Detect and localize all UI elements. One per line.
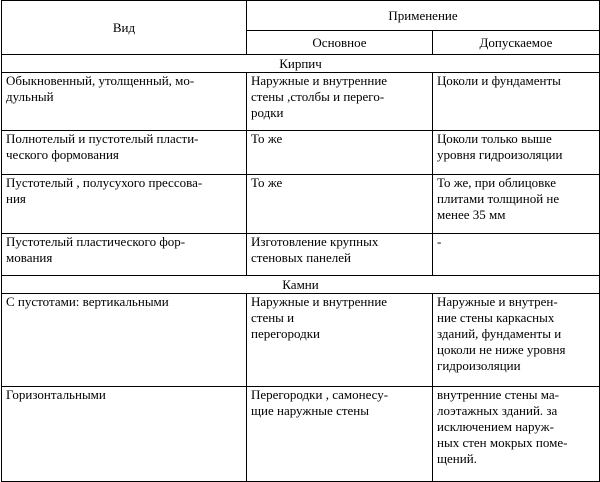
cell-allowed: Цоколи только выше уровня гидроизоляции xyxy=(433,131,600,175)
cell-type: Горизонтальными xyxy=(2,387,247,482)
cell-type: Полнотелый и пустотелый пласти- ческого формования xyxy=(2,131,247,175)
cell-type: Пустотелый пластического фор- мования xyxy=(2,234,247,276)
section-row-brick xyxy=(2,55,600,73)
table-row xyxy=(2,73,600,131)
cell-allowed: Цоколи и фундаменты xyxy=(433,73,600,131)
cell-main: То же xyxy=(247,175,433,234)
cell-main: То же xyxy=(247,131,433,175)
header-application: Применение xyxy=(247,1,600,31)
cell-main: Наружные и внутренние стены и перегородки xyxy=(247,294,433,387)
section-row-stones xyxy=(2,276,600,294)
application-table xyxy=(1,0,600,482)
header-main: Основное xyxy=(247,31,433,55)
cell-type: Обыкновенный, утолщенный, мо- дульный xyxy=(2,73,247,131)
cell-type: Пустотелый , полусухого прессова- ния xyxy=(2,175,247,234)
cell-type: С пустотами: вертикальными xyxy=(2,294,247,387)
table-row xyxy=(2,234,600,276)
table-row xyxy=(2,175,600,234)
section-title-brick: Кирпич xyxy=(2,55,600,73)
header-row-1 xyxy=(2,1,600,31)
cell-main: Изготовление крупных стеновых панелей xyxy=(247,234,433,276)
header-type: Вид xyxy=(2,1,247,55)
cell-allowed: - xyxy=(433,234,600,276)
cell-main: Наружные и внутренние стены ,столбы и перего- родки xyxy=(247,73,433,131)
table-row xyxy=(2,387,600,482)
section-title-stones: Камни xyxy=(2,276,600,294)
cell-allowed: То же, при облицовке плитами толщиной не менее 35 мм xyxy=(433,175,600,234)
header-allowed: Допускаемое xyxy=(433,31,600,55)
cell-allowed: Наружные и внутрен- ние стены каркасных зданий, фундаменты и цоколи не ниже уровня гидроизоляции xyxy=(433,294,600,387)
cell-main: Перегородки , самонесу- щие наружные стены xyxy=(247,387,433,482)
table-row xyxy=(2,294,600,387)
cell-allowed: внутренние стены ма- лоэтажных зданий. за исключением наруж- ных стен мокрых поме- щений. xyxy=(433,387,600,482)
table-row xyxy=(2,131,600,175)
